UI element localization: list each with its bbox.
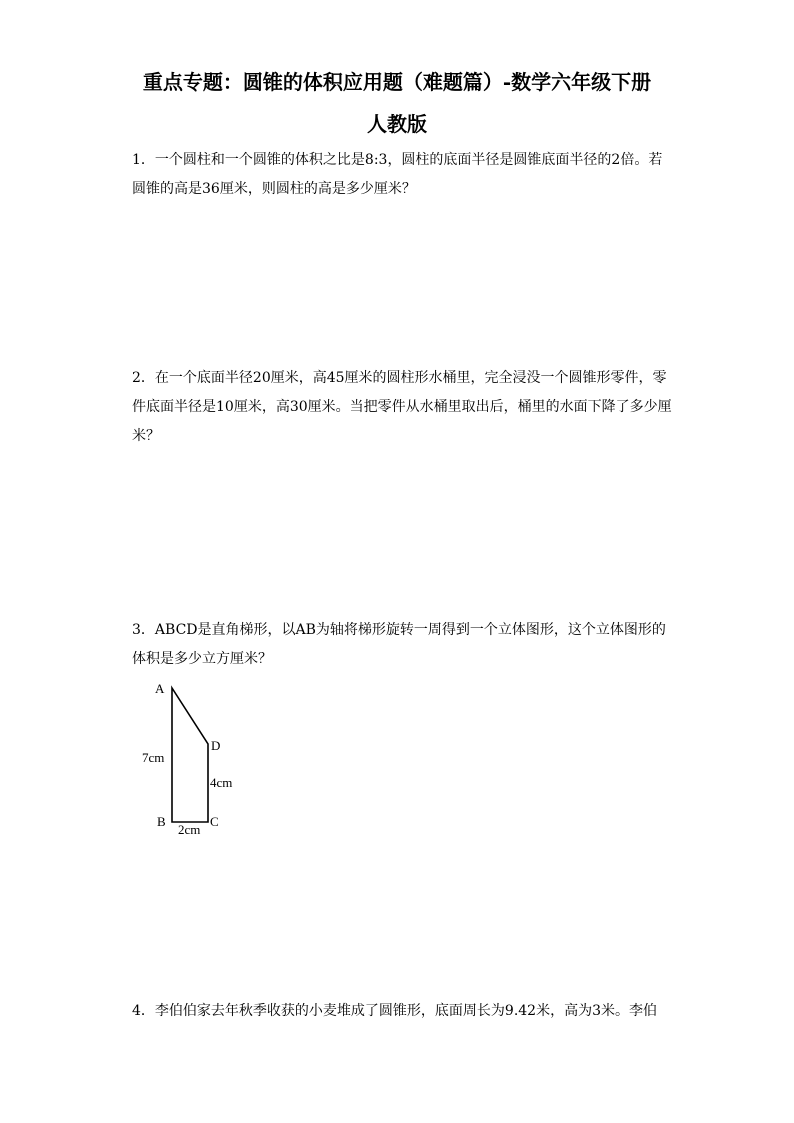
question-4: 4．李伯伯家去年秋季收获的小麦堆成了圆锥形，底面周长为9.42米，高为3米。李伯 bbox=[132, 1003, 657, 1019]
trapezoid-outline bbox=[172, 688, 208, 822]
side-dc-length-label: 4cm bbox=[210, 775, 233, 790]
trapezoid-diagram bbox=[138, 676, 258, 844]
question-3: 3．ABCD是直角梯形，以AB为轴将梯形旋转一周得到一个立体图形，这个立体图形的体积是多少立方厘米？ bbox=[132, 622, 666, 667]
side-bc-length-label: 2cm bbox=[178, 822, 201, 837]
trapezoid-figure bbox=[138, 676, 258, 844]
document-title: 重点专题：圆锥的体积应用题（难题篇）-数学六年级下册 bbox=[142, 70, 652, 94]
vertex-b-label: B bbox=[157, 814, 166, 829]
vertex-c-label: C bbox=[210, 814, 219, 829]
vertex-d-label: D bbox=[211, 738, 221, 753]
question-2: 2．在一个底面半径20厘米，高45厘米的圆柱形水桶里，完全浸没一个圆锥形零件，零件底面半径是10厘米，高30厘米。当把零件从水桶里取出后，桶里的水面下降了多少厘米？ bbox=[132, 370, 672, 444]
vertex-a-label: A bbox=[155, 681, 165, 696]
question-1: 1．一个圆柱和一个圆锥的体积之比是8:3，圆柱的底面半径是圆锥底面半径的2倍。若圆锥的高是36厘米，则圆柱的高是多少厘米？ bbox=[132, 152, 663, 197]
side-ab-length-label: 7cm bbox=[142, 750, 165, 765]
document-subtitle: 人教版 bbox=[367, 112, 427, 136]
